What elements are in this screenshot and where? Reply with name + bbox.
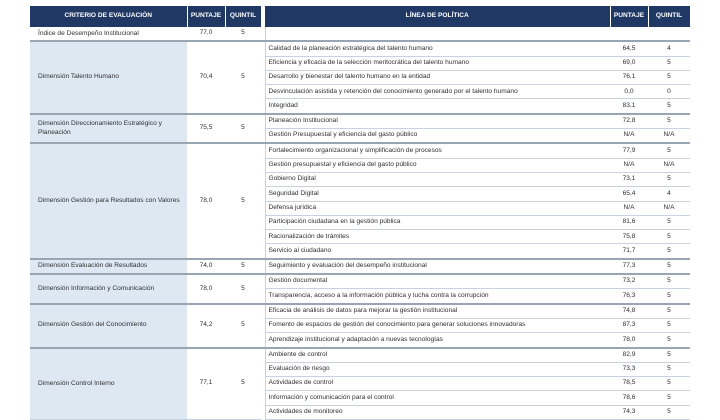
policy-quintil-cell: 5 [648, 362, 690, 376]
policy-name-cell: Planeación Institucional [265, 114, 610, 129]
policy-name-cell: Gestión Presupuestal y eficiencia del gasto público [265, 129, 610, 144]
policy-puntaje-cell: 74,3 [610, 405, 648, 419]
policy-puntaje-cell: 87,3 [610, 318, 648, 332]
criterio-quintil-cell: 5 [225, 41, 261, 113]
header-puntaje-politica: PUNTAJE [610, 6, 648, 27]
policy-name-cell: Gestión presupuestal y eficiencia del gasto público [265, 158, 610, 172]
policy-name-cell: Gobierno Digital [265, 172, 610, 186]
policy-name-cell: Calidad de la planeación estratégica del talento humano [265, 41, 610, 56]
policy-puntaje-cell: 82,9 [610, 348, 648, 363]
policy-name-cell: Actividades de control [265, 377, 610, 391]
criterio-quintil-cell: 5 [225, 348, 261, 420]
policy-puntaje-cell: N/A [610, 201, 648, 215]
policy-puntaje-cell: N/A [610, 158, 648, 172]
policy-name-cell: Información y comunicación para el control [265, 391, 610, 405]
policy-quintil-cell: 5 [648, 259, 690, 274]
criterio-quintil-cell: 5 [225, 304, 261, 348]
policy-puntaje-cell: 78,0 [610, 333, 648, 348]
criterio-puntaje-cell: 77,1 [187, 348, 225, 420]
policy-quintil-cell: 5 [648, 143, 690, 158]
policy-quintil-cell: 5 [648, 114, 690, 129]
table-row [30, 27, 690, 41]
table-body [30, 27, 690, 420]
criterio-quintil-cell: 5 [225, 259, 261, 274]
policy-puntaje-cell: 78,6 [610, 391, 648, 405]
policy-puntaje-cell: 73,3 [610, 362, 648, 376]
policy-quintil-cell: 5 [648, 274, 690, 289]
policy-name-cell: Fortalecimiento organizacional y simplificación de procesos [265, 143, 610, 158]
policy-name-cell: Integridad [265, 99, 610, 114]
policy-quintil-cell: 5 [648, 230, 690, 244]
policy-quintil-cell: N/A [648, 201, 690, 215]
policy-quintil-cell: 5 [648, 333, 690, 348]
policy-quintil-cell: 5 [648, 304, 690, 319]
policy-puntaje-cell: 83,1 [610, 99, 648, 114]
policy-puntaje-cell: N/A [610, 129, 648, 144]
policy-quintil-cell: 5 [648, 348, 690, 363]
policy-quintil-cell: 5 [648, 215, 690, 229]
policy-puntaje-cell: 65,4 [610, 187, 648, 201]
policy-quintil-cell: 5 [648, 289, 690, 304]
policy-puntaje-cell: 71,7 [610, 244, 648, 259]
criterio-puntaje-cell: 74,0 [187, 259, 225, 274]
policy-name-cell: Aprendizaje institucional y adaptación a nuevas tecnologías [265, 333, 610, 348]
header-quintil: QUINTIL [225, 6, 261, 27]
policy-quintil-cell: 5 [648, 391, 690, 405]
table-row [30, 41, 690, 56]
criterio-quintil-cell: 5 [225, 274, 261, 304]
criterio-quintil-cell: 5 [225, 143, 261, 258]
policy-quintil-cell: 0 [648, 85, 690, 99]
policy-name-cell [265, 27, 610, 41]
policy-quintil-cell: 4 [648, 187, 690, 201]
policy-name-cell: Defensa jurídica [265, 201, 610, 215]
criterio-puntaje-cell: 78,0 [187, 274, 225, 304]
policy-name-cell: Gestión documental [265, 274, 610, 289]
policy-quintil-cell: 5 [648, 244, 690, 259]
policy-puntaje-cell: 78,5 [610, 377, 648, 391]
criterio-cell: Dimensión Talento Humano [30, 41, 187, 113]
policy-puntaje-cell: 81,6 [610, 215, 648, 229]
policy-name-cell: Desvinculación asistida y retención del conocimiento generado por el talento humano [265, 85, 610, 99]
policy-puntaje-cell: 64,5 [610, 41, 648, 56]
policy-name-cell: Actividades de monitoreo [265, 405, 610, 419]
policy-puntaje-cell: 69,0 [610, 56, 648, 70]
header-linea: LÍNEA DE POLÍTICA [265, 6, 610, 27]
policy-puntaje-cell: 76,1 [610, 70, 648, 84]
criterio-cell: Dimensión Evaluación de Resultados [30, 259, 187, 274]
header-row [30, 6, 690, 27]
policy-name-cell: Racionalización de trámites [265, 230, 610, 244]
header-criterio: CRITERIO DE EVALUACIÓN [30, 6, 187, 27]
criterio-cell: Dimensión Control Interno [30, 348, 187, 420]
table-row [30, 348, 690, 363]
table-row [30, 274, 690, 289]
policy-puntaje-cell: 73,2 [610, 274, 648, 289]
policy-name-cell: Seguridad Digital [265, 187, 610, 201]
policy-puntaje-cell: 77,9 [610, 143, 648, 158]
criterio-cell: Dimensión Gestión del Conocimiento [30, 304, 187, 348]
criterio-cell: Dimensión Gestión para Resultados con Valores [30, 143, 187, 258]
policy-quintil-cell: 5 [648, 377, 690, 391]
policy-name-cell: Participación ciudadana en la gestión pública [265, 215, 610, 229]
policy-quintil-cell: 5 [648, 70, 690, 84]
policy-name-cell: Transparencia, acceso a la información pública y lucha contra la corrupción [265, 289, 610, 304]
policy-name-cell: Evaluación de riesgo [265, 362, 610, 376]
criterio-cell: Dimensión Información y Comunicación [30, 274, 187, 304]
policy-quintil-cell: 4 [648, 41, 690, 56]
header-quintil-politica: QUINTIL [648, 6, 690, 27]
policy-puntaje-cell [610, 27, 648, 41]
policy-name-cell: Servicio al ciudadano [265, 244, 610, 259]
policy-name-cell: Ambiente de control [265, 348, 610, 363]
policy-quintil-cell: 5 [648, 56, 690, 70]
table-row [30, 304, 690, 319]
header-puntaje: PUNTAJE [187, 6, 225, 27]
policy-puntaje-cell: 73,1 [610, 172, 648, 186]
results-table [30, 6, 691, 420]
criterio-puntaje-cell: 77,0 [187, 27, 225, 41]
policy-name-cell: Fomento de espacios de gestión del conocimiento para generar soluciones innovadoras [265, 318, 610, 332]
policy-name-cell: Seguimiento y evaluación del desempeño institucional [265, 259, 610, 274]
policy-quintil-cell: 5 [648, 405, 690, 419]
policy-quintil-cell: N/A [648, 129, 690, 144]
policy-puntaje-cell: 72,8 [610, 114, 648, 129]
policy-quintil-cell: 5 [648, 318, 690, 332]
criterio-cell: Dimensión Direccionamiento Estratégico y Planeación [30, 114, 187, 144]
table-row [30, 143, 690, 158]
table-row [30, 114, 690, 129]
policy-quintil-cell: N/A [648, 158, 690, 172]
table-row [30, 259, 690, 274]
policy-name-cell: Eficacia de análisis de datos para mejorar la gestión institucional [265, 304, 610, 319]
policy-quintil-cell: 5 [648, 99, 690, 114]
criterio-quintil-cell: 5 [225, 27, 261, 41]
policy-name-cell: Desarrollo y bienestar del talento humano en la entidad [265, 70, 610, 84]
policy-puntaje-cell: 77,3 [610, 259, 648, 274]
policy-puntaje-cell: 0,0 [610, 85, 648, 99]
criterio-cell: Índice de Desempeño Institucional [30, 27, 187, 41]
criterio-quintil-cell: 5 [225, 114, 261, 144]
criterio-puntaje-cell: 74,2 [187, 304, 225, 348]
criterio-puntaje-cell: 70,4 [187, 41, 225, 113]
policy-quintil-cell [648, 27, 690, 41]
policy-puntaje-cell: 76,3 [610, 289, 648, 304]
policy-puntaje-cell: 75,8 [610, 230, 648, 244]
policy-name-cell: Eficiencia y eficacia de la selección meritocrática del talento humano [265, 56, 610, 70]
policy-puntaje-cell: 74,8 [610, 304, 648, 319]
criterio-puntaje-cell: 75,5 [187, 114, 225, 144]
criterio-puntaje-cell: 78,0 [187, 143, 225, 258]
policy-quintil-cell: 5 [648, 172, 690, 186]
